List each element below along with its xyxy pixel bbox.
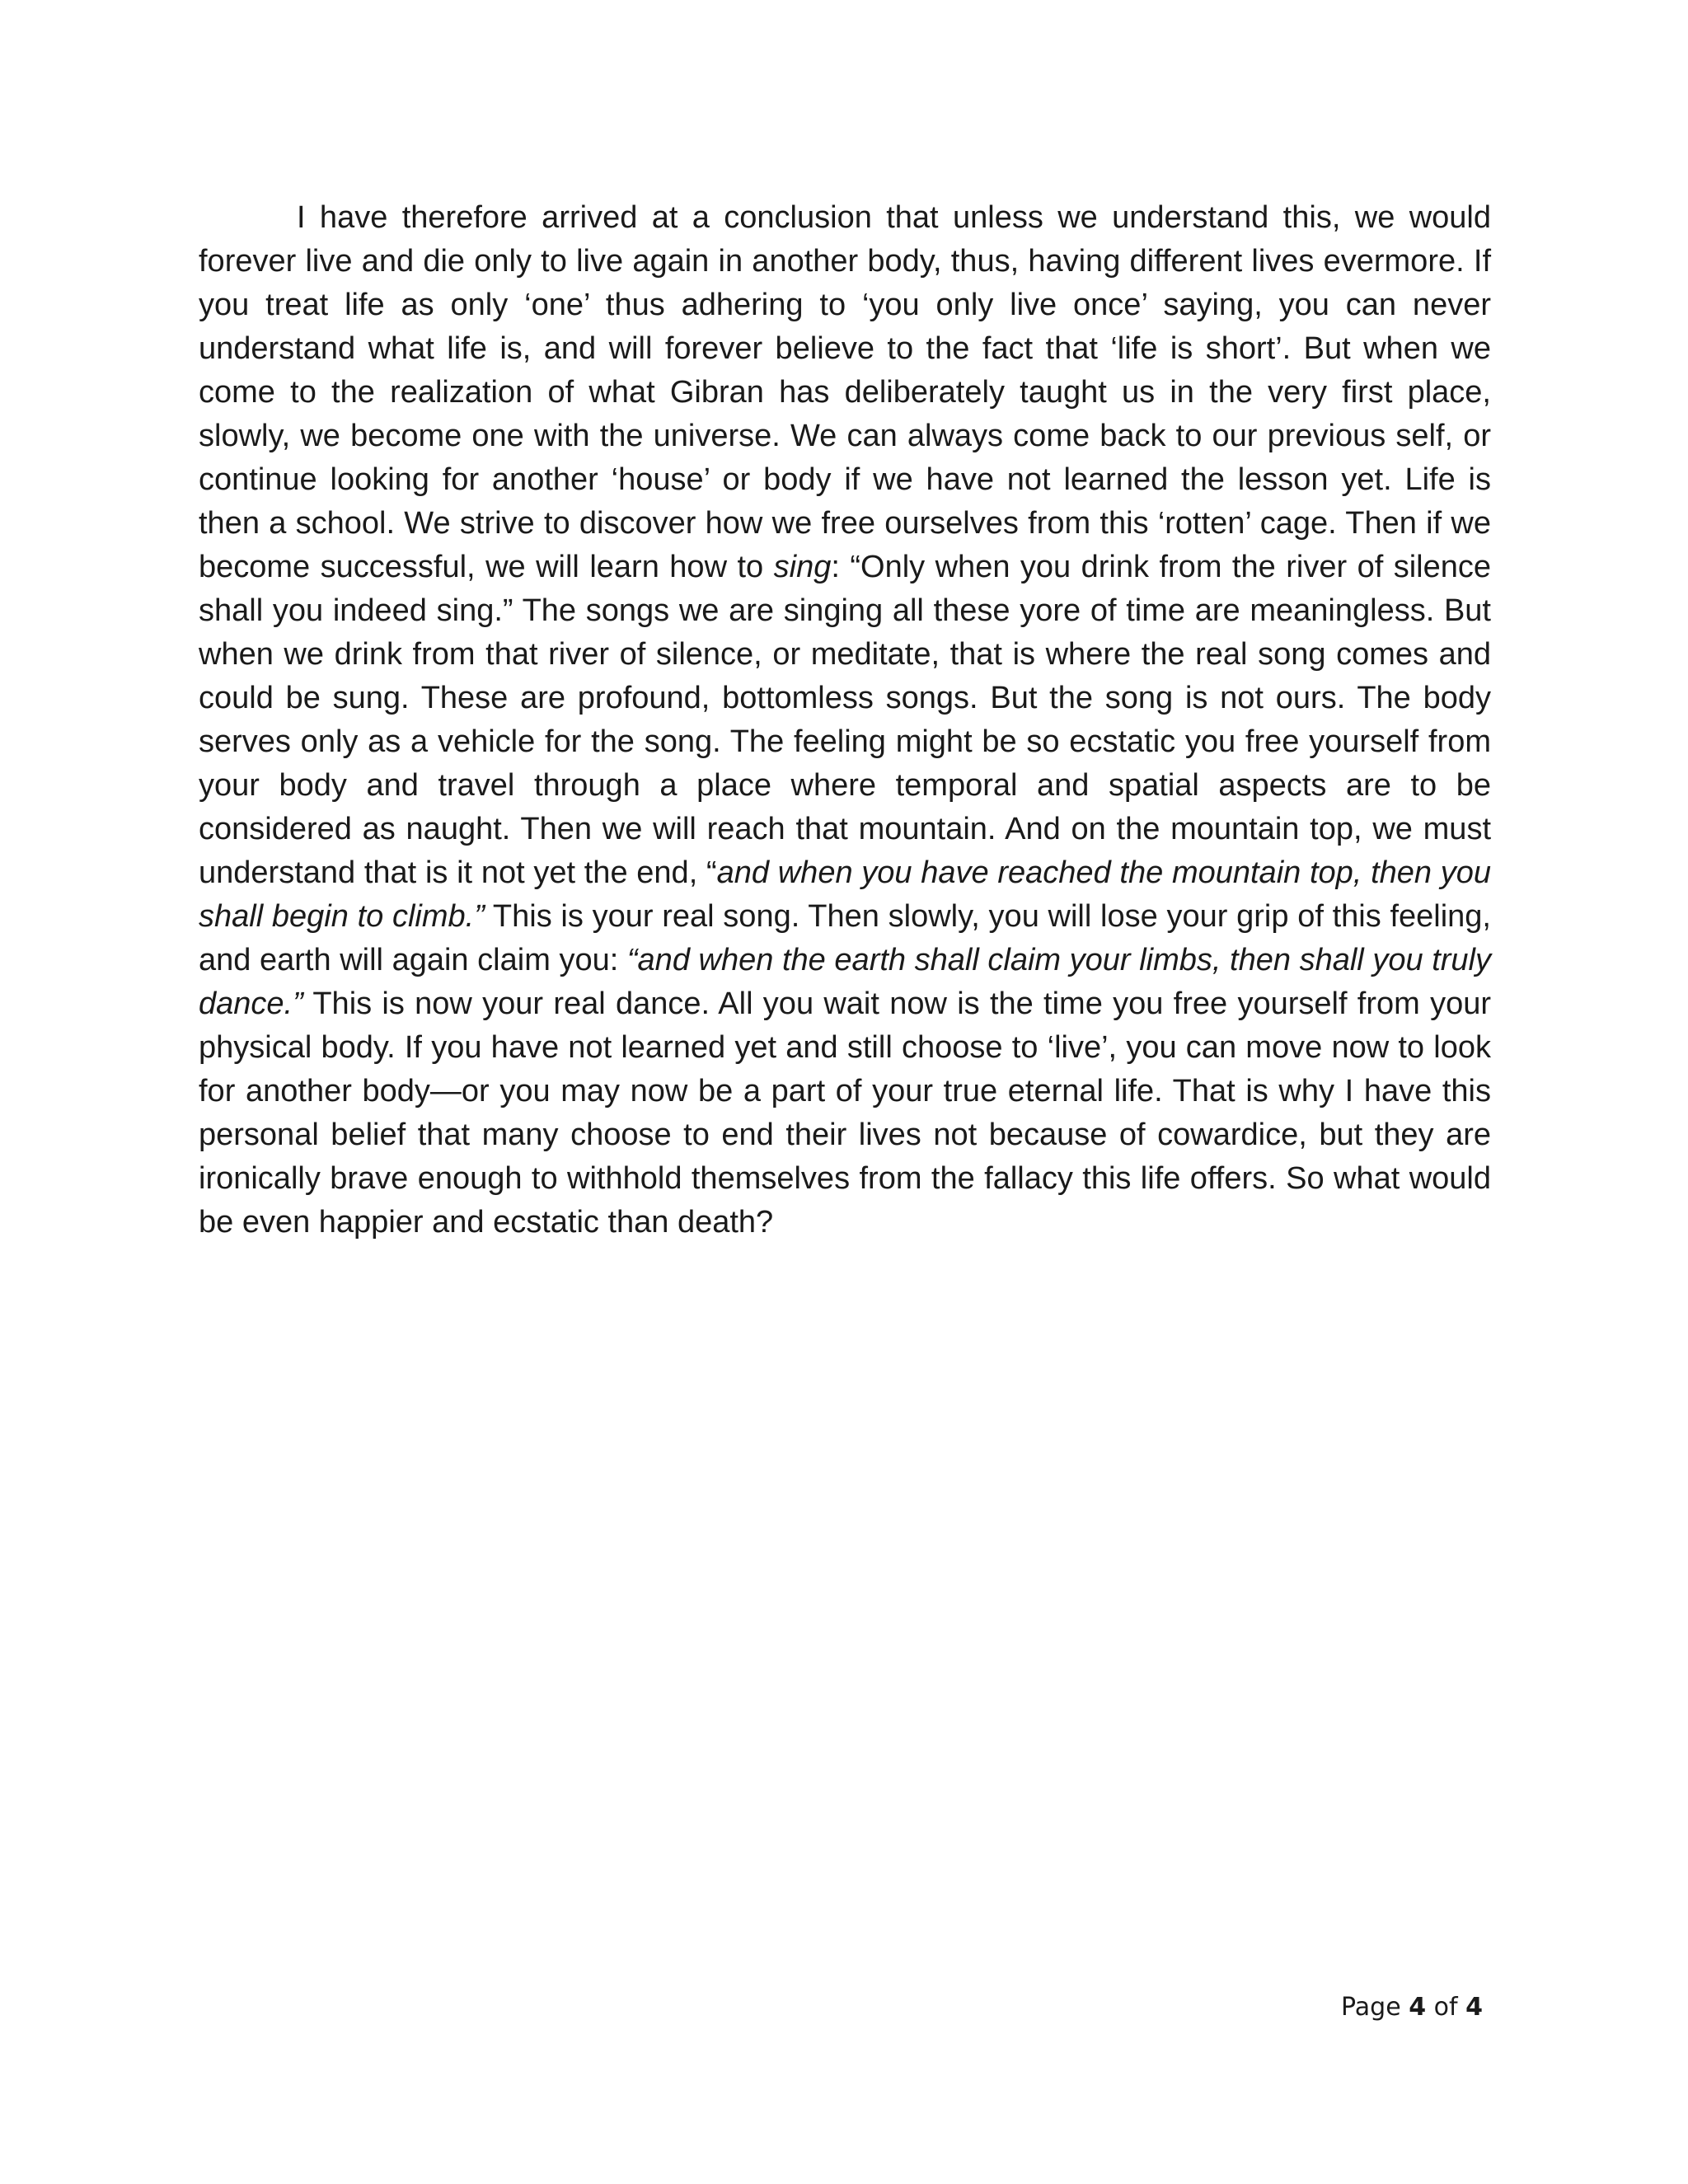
total-pages-number: 4 (1465, 1993, 1483, 2022)
quote-earth-claim: “and when the earth shall claim your limbs, then shall you truly dance.” (199, 943, 1492, 1021)
paragraph-text-1: I have therefore arrived at a conclusion that unless we understand this, we would forever live and die only to live again in another body, thus, having different lives evermore. If you treat life as only ‘one’ thus adhering to ‘you only live once’ saying, you can never understand what life is, and will forever believe to the fact that ‘life is short’. But when we come to the realization of what Gibran has deliberately taught us in the very first place, slowly, we become one with the universe. We can always come back to our previous self, or continue looking for another ‘house’ or body if we have not learned the lesson yet. Life is then a school. We strive to discover how we free ourselves from this ‘rotten’ cage. Then if we become successful, we will learn how to (199, 200, 1491, 584)
page-number-footer (1341, 1991, 1483, 2024)
paragraph-text-3: This is your real song. Then slowly, you will lose your grip of this feeling, and earth will again claim you: (199, 899, 1491, 977)
of-label: of (1433, 1993, 1458, 2022)
quote-mountain-top: and when you have reached the mountain top, then you shall begin to climb.” (199, 855, 1492, 934)
page-label: Page (1341, 1993, 1401, 2022)
emphasis-sing: sing (773, 550, 832, 584)
body-paragraph (199, 196, 1491, 1244)
paragraph-text-2: : “Only when you drink from the river of silence shall you indeed sing.” The songs we are singing all these yore of time are meaningless. But when we drink from that river of silence, or meditate, that is where the real song comes and could be sung. These are profound, bottomless songs. But the song is not ours. The body serves only as a vehicle for the song. The feeling might be so ecstatic you free yourself from your body and travel through a place where temporal and spatial aspects are to be considered as naught. Then we will reach that mountain. And on the mountain top, we must understand that is it not yet the end, “ (199, 550, 1492, 890)
current-page-number: 4 (1409, 1993, 1427, 2022)
paragraph-text-4: This is now your real dance. All you wait now is the time you free yourself from your physical body. If you have not learned yet and still choose to ‘live’, you can move now to look for another body—or you may now be a part of your true eternal life. That is why I have this personal belief that many choose to end their lives not because of cowardice, but they are ironically brave enough to withhold themselves from the fallacy this life offers. So what would be even happier and ecstatic than death? (199, 987, 1491, 1240)
